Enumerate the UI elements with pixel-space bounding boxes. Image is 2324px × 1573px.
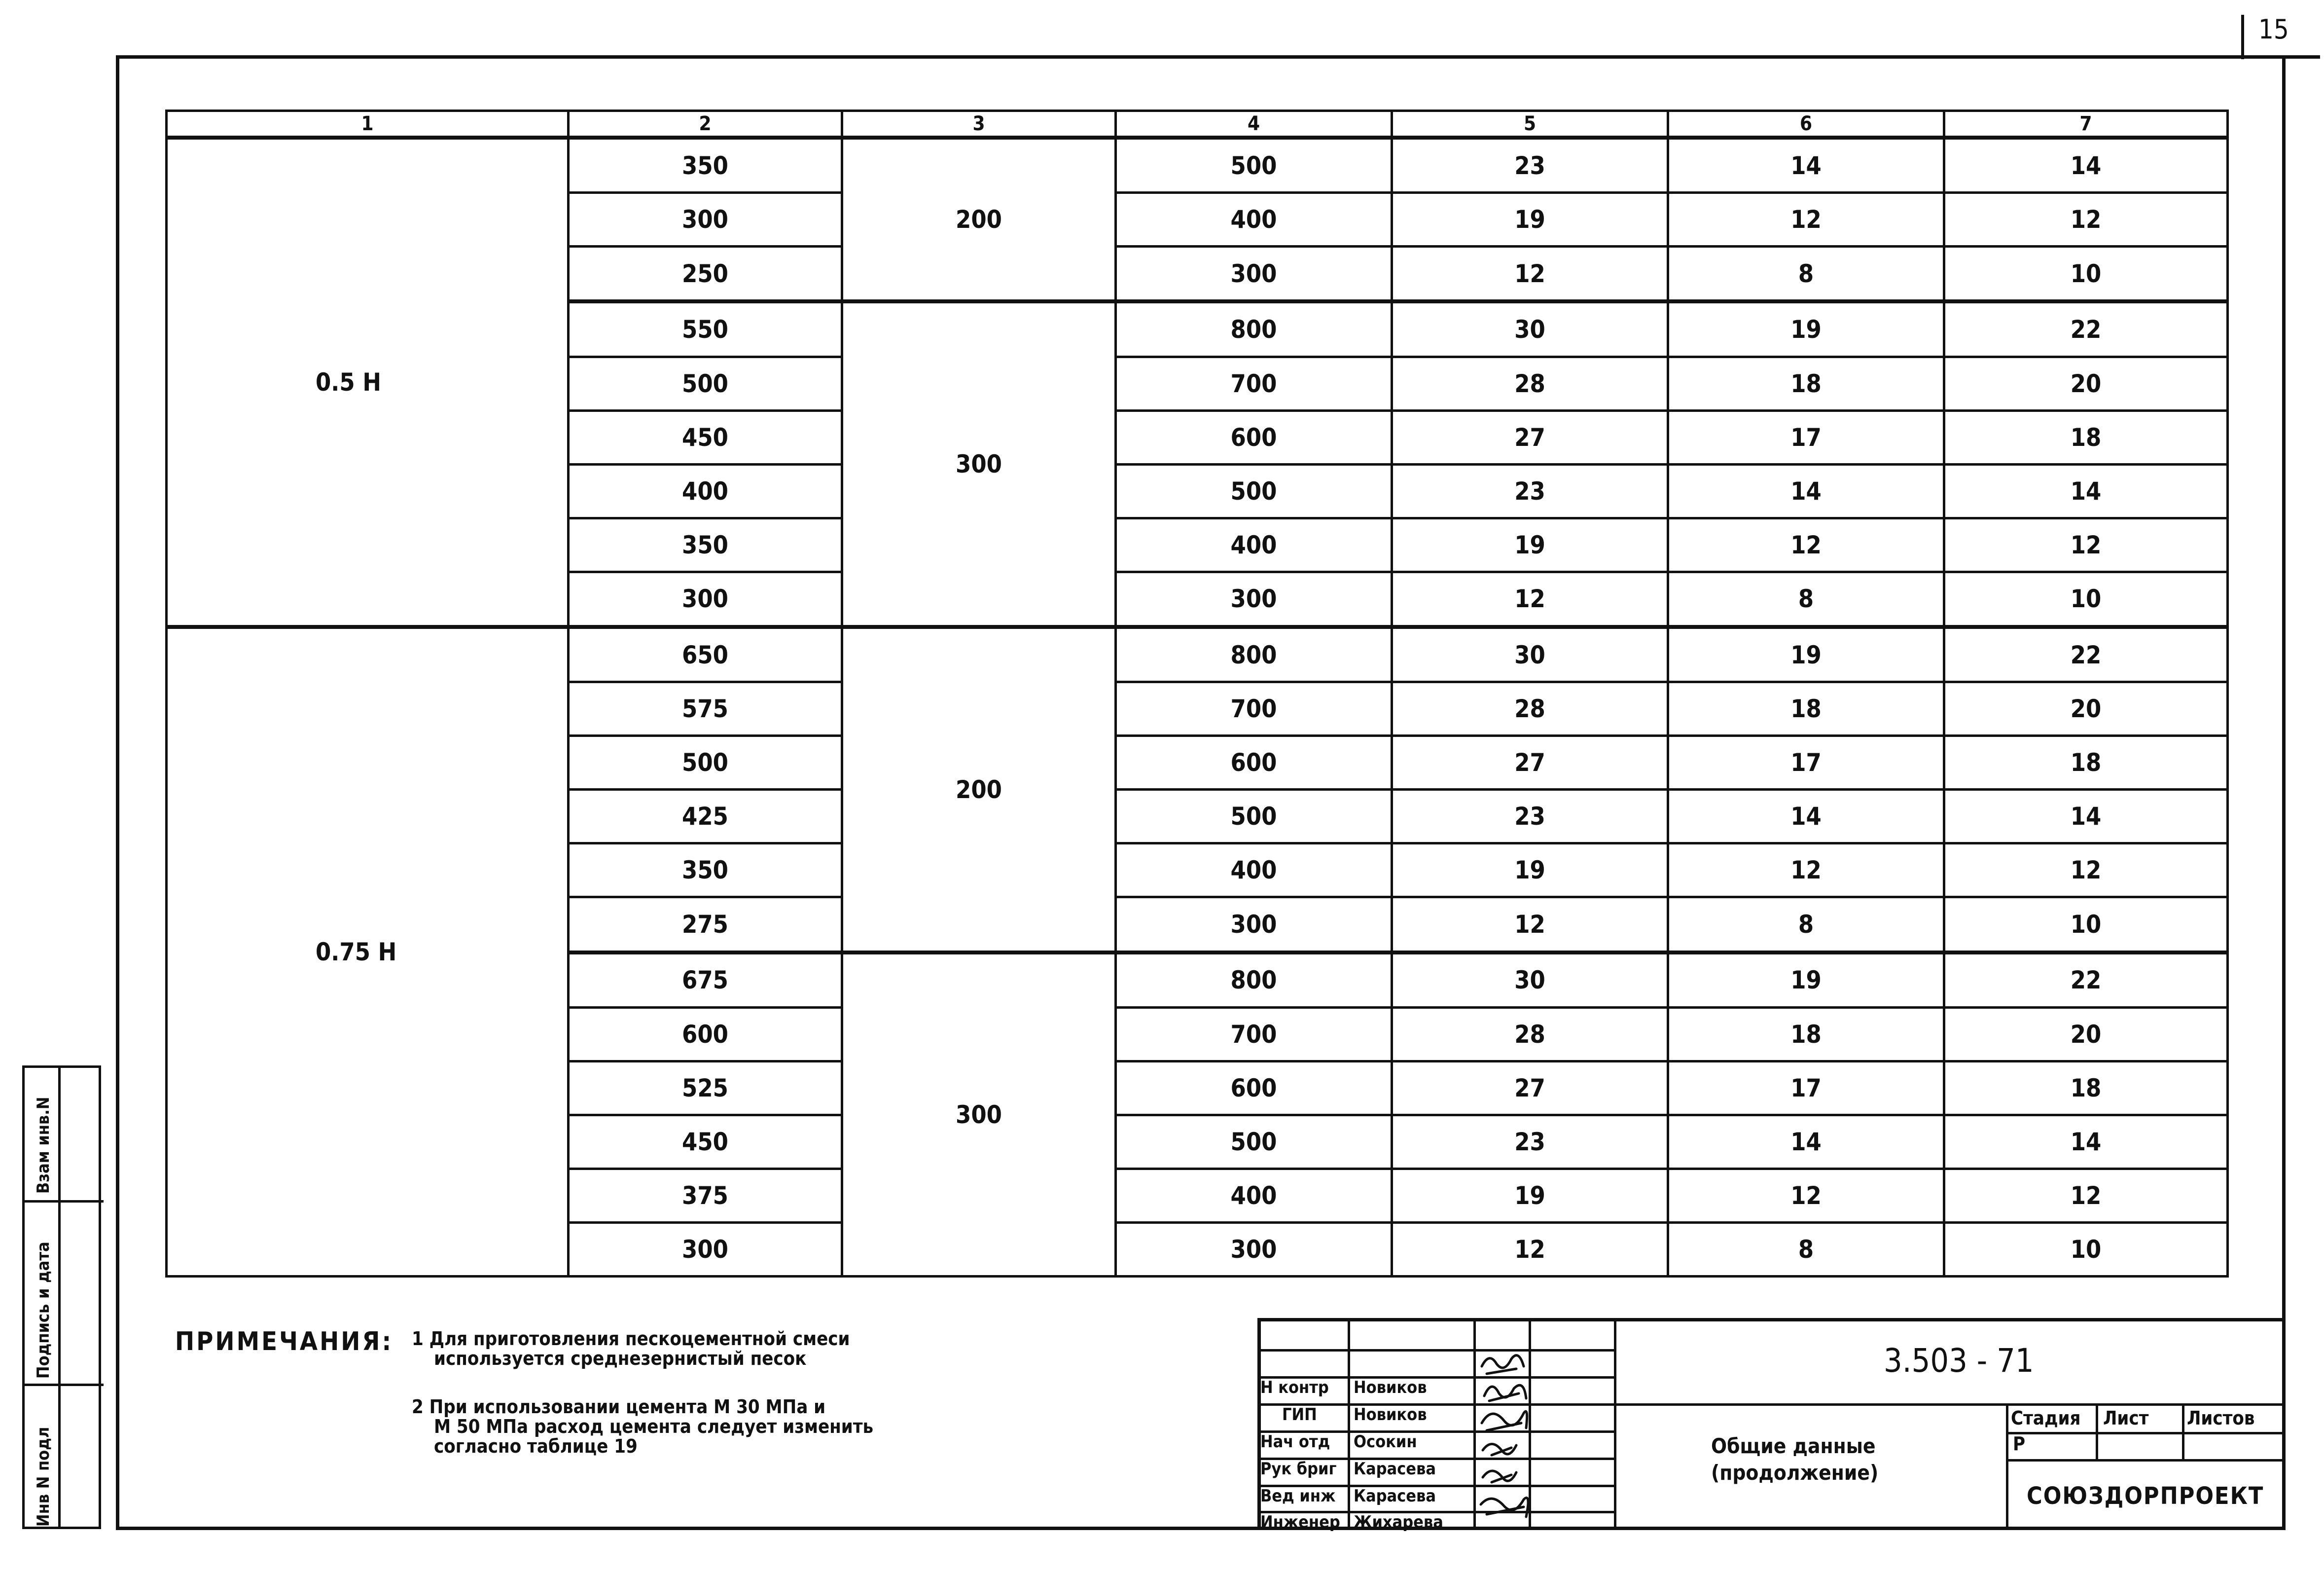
table-cell: 14 [1668,464,1944,518]
table-cell: 14 [1668,790,1944,843]
table-cell: 12 [1944,1169,2228,1222]
table-cell: 18 [1944,736,2228,790]
signature-name: Новиков [1354,1405,1427,1425]
table-cell: 275 [569,897,842,952]
table-cell: 350 [569,138,842,193]
table-cell: 500 [1116,464,1392,518]
signature-role: Инженер [1260,1512,1340,1532]
table-cell: 23 [1392,138,1668,193]
table-cell: 375 [569,1169,842,1222]
page-number-divider [2241,15,2244,59]
signature-role: Н контр [1260,1378,1329,1397]
height-ratio-cell: 0.75 H [167,627,569,1277]
table-header-cell: 1 [167,111,569,138]
table-cell: 525 [569,1061,842,1115]
notes-title: ПРИМЕЧАНИЯ: [175,1327,393,1356]
table-header-cell: 6 [1668,111,1944,138]
table-cell: 450 [569,410,842,464]
thickness-cell: 200 [842,138,1116,301]
table-cell: 600 [1116,410,1392,464]
signature-name: Новиков [1354,1378,1427,1397]
table-cell: 17 [1668,736,1944,790]
table-cell: 400 [1116,843,1392,897]
table-cell: 23 [1392,790,1668,843]
table-cell: 10 [1944,247,2228,302]
tb-line [2096,1403,2098,1459]
table-cell: 400 [1116,518,1392,572]
table-cell: 14 [1944,790,2228,843]
table-cell: 8 [1668,572,1944,627]
table-cell: 18 [1668,1007,1944,1061]
stage-value: Р [2013,1433,2026,1455]
table-cell: 12 [1392,1222,1668,1276]
table-cell: 500 [1116,138,1392,193]
table-cell: 23 [1392,464,1668,518]
table-header-cell: 7 [1944,111,2228,138]
table-cell: 500 [569,357,842,410]
stamp-inventory-number: Инв N подл [34,1427,53,1527]
note-2-line-2: М 50 МПа расход цемента следует изменить [434,1416,874,1437]
table-cell: 450 [569,1115,842,1169]
table-cell: 400 [1116,1169,1392,1222]
note-1-line-1: 1 Для приготовления пескоцементной смеси [412,1328,850,1350]
table-cell: 14 [1944,464,2228,518]
signature-role: Вед инж [1260,1486,1336,1506]
table-cell: 14 [1668,138,1944,193]
table-cell: 12 [1392,247,1668,302]
table-cell: 800 [1116,301,1392,357]
table-cell: 700 [1116,1007,1392,1061]
table-cell: 650 [569,627,842,682]
table-cell: 600 [569,1007,842,1061]
table-cell: 19 [1668,301,1944,357]
table-cell: 350 [569,518,842,572]
table-cell: 22 [1944,952,2228,1008]
table-cell: 8 [1668,897,1944,952]
table-cell: 28 [1392,1007,1668,1061]
signature-name: Карасева [1354,1459,1436,1479]
table-cell: 300 [569,572,842,627]
tb-line [1614,1318,1616,1530]
table-cell: 27 [1392,736,1668,790]
organization-name: СОЮЗДОРПРОЕКТ [2027,1482,2264,1510]
table-row [167,138,2228,193]
thickness-cell: 300 [842,301,1116,627]
stamp-signature-date: Подпись и дата [34,1242,53,1379]
document-title-line-2: (продолжение) [1711,1461,1879,1485]
table-row [167,627,2228,682]
table-cell: 500 [1116,790,1392,843]
table-cell: 8 [1668,1222,1944,1276]
table-cell: 18 [1944,1061,2228,1115]
sheets-header: Листов [2187,1407,2255,1429]
signature-name: Жихарева [1354,1512,1443,1532]
table-cell: 18 [1668,357,1944,410]
table-cell: 800 [1116,627,1392,682]
table-cell: 28 [1392,357,1668,410]
table-cell: 800 [1116,952,1392,1008]
signature-role: Рук бриг [1260,1459,1337,1479]
document-title-line-1: Общие данные [1711,1434,1876,1458]
page-number: 15 [2258,14,2289,45]
mix-table [165,110,2229,1278]
table-header-cell: 4 [1116,111,1392,138]
table-cell: 19 [1392,843,1668,897]
table-cell: 425 [569,790,842,843]
table-cell: 12 [1392,572,1668,627]
note-2-line-1: 2 При использовании цемента М 30 МПа и [412,1396,826,1418]
table-cell: 600 [1116,736,1392,790]
table-cell: 250 [569,247,842,302]
table-cell: 12 [1668,843,1944,897]
table-cell: 575 [569,682,842,736]
table-cell: 700 [1116,357,1392,410]
thickness-cell: 200 [842,627,1116,952]
table-body [167,138,2228,1277]
tb-line [2006,1432,2286,1434]
table-cell: 10 [1944,1222,2228,1276]
note-2-line-3: согласно таблице 19 [434,1435,638,1457]
table-cell: 500 [569,736,842,790]
table-cell: 300 [1116,247,1392,302]
stamp-line [58,1068,61,1527]
table-cell: 12 [1944,843,2228,897]
table-cell: 675 [569,952,842,1008]
table-cell: 12 [1392,897,1668,952]
table-cell: 12 [1668,518,1944,572]
signature-role: ГИП [1282,1405,1317,1425]
stage-header: Стадия [2011,1407,2081,1429]
table-cell: 28 [1392,682,1668,736]
table-cell: 400 [569,464,842,518]
table-cell: 23 [1392,1115,1668,1169]
stamp-line [25,1384,104,1386]
table-cell: 27 [1392,410,1668,464]
tb-line [1614,1403,2286,1406]
table-cell: 12 [1668,1169,1944,1222]
table-cell: 17 [1668,410,1944,464]
table-cell: 300 [569,193,842,247]
stamp-line [25,1200,104,1203]
table-cell: 12 [1944,518,2228,572]
table-header-cell: 3 [842,111,1116,138]
table-cell: 10 [1944,572,2228,627]
table-cell: 300 [1116,572,1392,627]
table-cell: 10 [1944,897,2228,952]
table-cell: 400 [1116,193,1392,247]
document-title [1711,1433,1878,1486]
table-cell: 14 [1944,1115,2228,1169]
tb-line [2006,1459,2286,1462]
tb-line [1257,1349,1614,1352]
table-cell: 600 [1116,1061,1392,1115]
table-cell: 300 [569,1222,842,1276]
table-cell: 18 [1668,682,1944,736]
table-cell: 17 [1668,1061,1944,1115]
table-header-cell: 2 [569,111,842,138]
table-cell: 12 [1944,193,2228,247]
table-cell: 30 [1392,627,1668,682]
signature-name: Осокин [1354,1432,1417,1452]
table-cell: 22 [1944,627,2228,682]
stamp-replacement-inv: Взам инв.N [34,1097,53,1194]
table-cell: 700 [1116,682,1392,736]
table-cell: 14 [1944,138,2228,193]
table-cell: 20 [1944,357,2228,410]
signature-role: Нач отд [1260,1432,1330,1452]
table-cell: 19 [1392,518,1668,572]
table-cell: 30 [1392,952,1668,1008]
table-cell: 30 [1392,301,1668,357]
table-cell: 8 [1668,247,1944,302]
table-cell: 19 [1668,952,1944,1008]
table-cell: 350 [569,843,842,897]
table-cell: 300 [1116,1222,1392,1276]
table-header-cell: 5 [1392,111,1668,138]
signature-name: Карасева [1354,1486,1436,1506]
document-number: 3.503 - 71 [1884,1342,2034,1380]
sheet-header: Лист [2103,1407,2149,1429]
handwritten-signatures [1477,1349,1534,1532]
note-1-line-2: используется среднезернистый песок [434,1348,807,1369]
table-cell: 300 [1116,897,1392,952]
table-cell: 19 [1668,627,1944,682]
tb-line [2006,1403,2008,1530]
table-cell: 19 [1392,193,1668,247]
table-cell: 20 [1944,682,2228,736]
table-cell: 550 [569,301,842,357]
table-cell: 14 [1668,1115,1944,1169]
table-cell: 12 [1668,193,1944,247]
table-cell: 500 [1116,1115,1392,1169]
table-header-row [167,111,2228,138]
table-cell: 27 [1392,1061,1668,1115]
thickness-cell: 300 [842,952,1116,1277]
table-cell: 20 [1944,1007,2228,1061]
table-cell: 18 [1944,410,2228,464]
table-cell: 22 [1944,301,2228,357]
tb-line [2182,1403,2184,1459]
table-cell: 19 [1392,1169,1668,1222]
height-ratio-cell: 0.5 H [167,138,569,627]
